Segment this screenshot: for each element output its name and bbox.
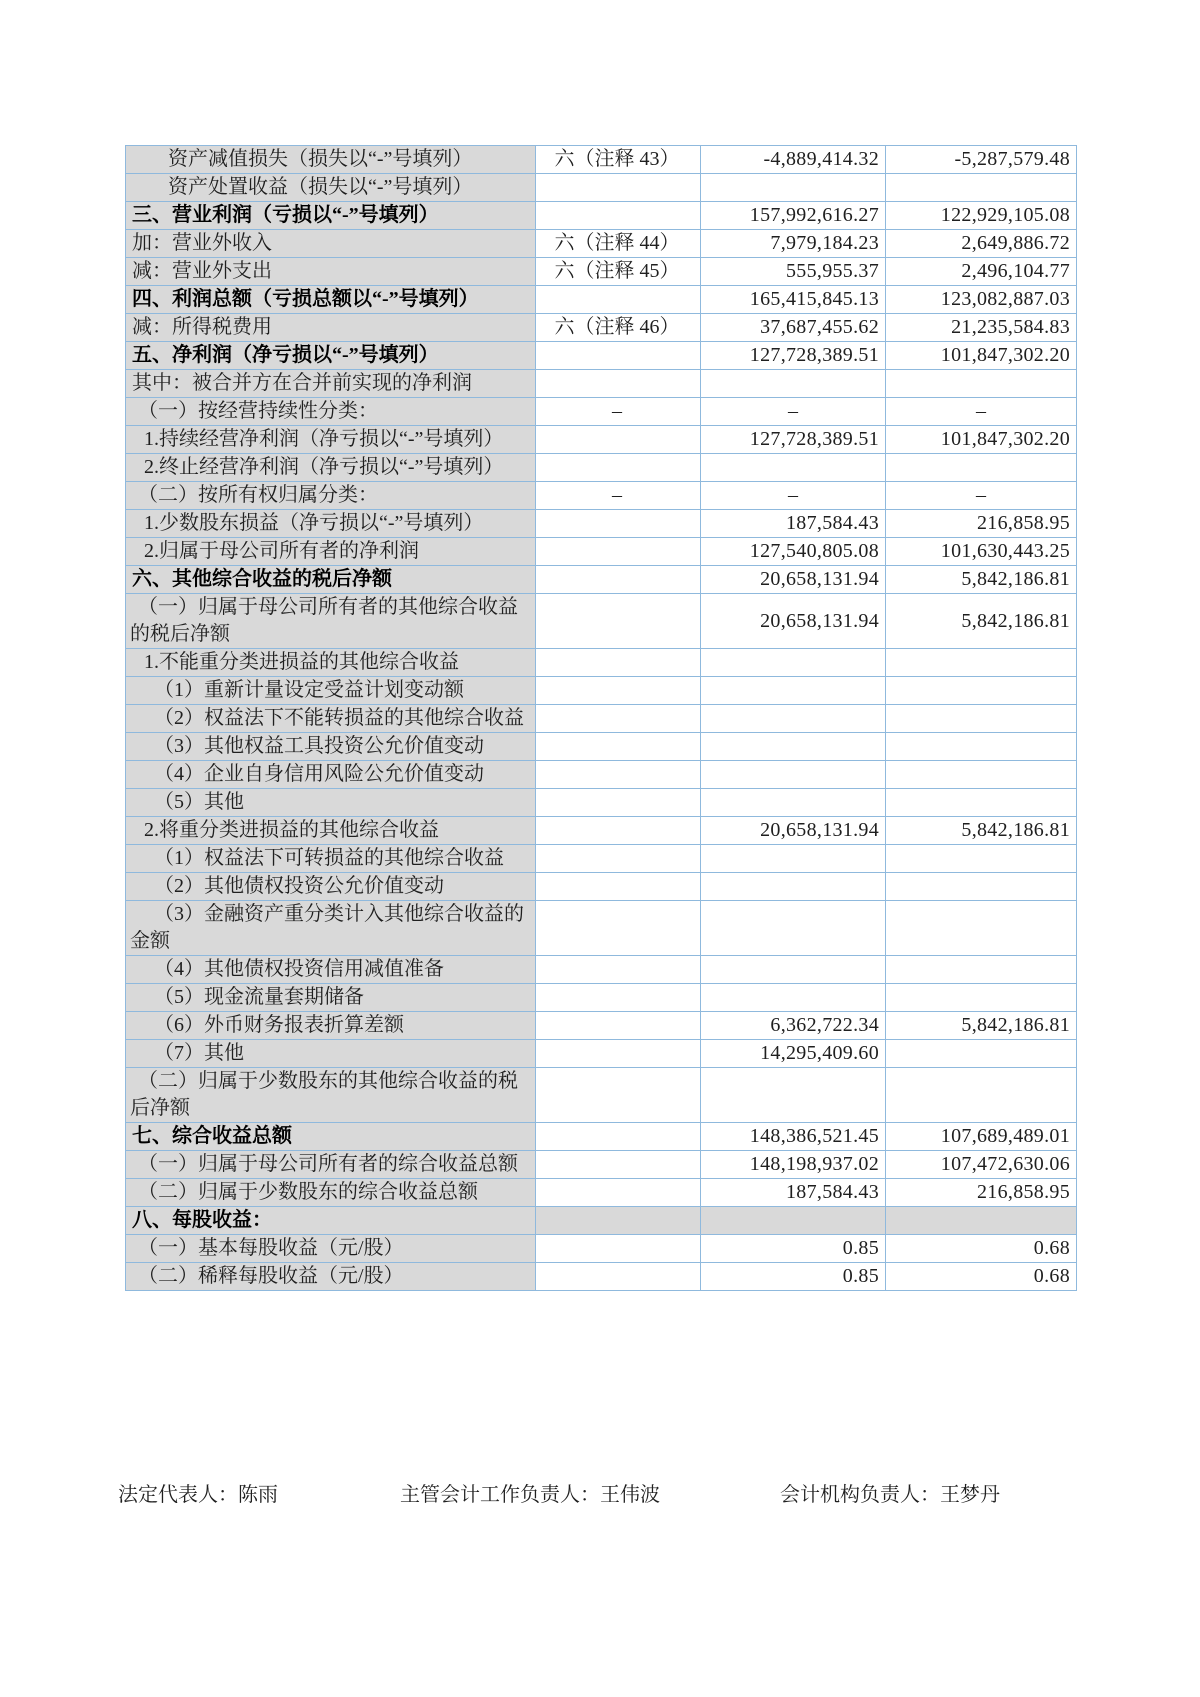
item-cell: 2.将重分类进损益的其他综合收益 (126, 817, 536, 845)
table-row (126, 398, 1077, 426)
item-cell: （一）基本每股收益（元/股） (126, 1235, 536, 1263)
accounting-department-head (780, 1478, 1000, 1507)
table-row (126, 482, 1077, 510)
item-cell: （4）企业自身信用风险公允价值变动 (126, 761, 536, 789)
prior-period-cell: -5,287,579.48 (886, 146, 1077, 174)
prior-period-cell: 101,847,302.20 (886, 342, 1077, 370)
current-period-cell (701, 901, 886, 956)
table-row (126, 649, 1077, 677)
current-period-cell: 127,728,389.51 (701, 342, 886, 370)
prior-period-cell: 107,472,630.06 (886, 1151, 1077, 1179)
note-cell (536, 1012, 701, 1040)
legal-representative (118, 1478, 278, 1507)
note-cell: 六（注释 44） (536, 230, 701, 258)
note-cell (536, 1068, 701, 1123)
note-cell (536, 705, 701, 733)
current-period-cell (701, 789, 886, 817)
note-cell (536, 370, 701, 398)
note-cell: 六（注释 43） (536, 146, 701, 174)
current-period-cell: 0.85 (701, 1235, 886, 1263)
current-period-cell (701, 956, 886, 984)
current-period-cell (701, 984, 886, 1012)
prior-period-cell: 101,630,443.25 (886, 538, 1077, 566)
current-period-cell: 7,979,184.23 (701, 230, 886, 258)
table-row (126, 454, 1077, 482)
current-period-cell: – (701, 482, 886, 510)
chief-accounting-officer-label: 主管会计工作负责人： (400, 1484, 600, 1506)
item-cell: 1.少数股东损益（净亏损以“-”号填列） (126, 510, 536, 538)
chief-accounting-officer (400, 1478, 660, 1507)
current-period-cell: 555,955.37 (701, 258, 886, 286)
table-row (126, 1151, 1077, 1179)
note-cell (536, 649, 701, 677)
note-cell (536, 984, 701, 1012)
legal-representative-name: 陈雨 (238, 1484, 278, 1506)
table-row (126, 761, 1077, 789)
table-row (126, 1012, 1077, 1040)
prior-period-cell (886, 873, 1077, 901)
current-period-cell: 127,728,389.51 (701, 426, 886, 454)
table-row (126, 873, 1077, 901)
prior-period-cell (886, 1040, 1077, 1068)
prior-period-cell (886, 454, 1077, 482)
item-cell: 六、其他综合收益的税后净额 (126, 566, 536, 594)
table-row (126, 677, 1077, 705)
item-cell: （5）其他 (126, 789, 536, 817)
table-row (126, 594, 1077, 649)
current-period-cell (701, 370, 886, 398)
current-period-cell (701, 761, 886, 789)
current-period-cell (701, 1207, 886, 1235)
item-cell: （一）按经营持续性分类： (126, 398, 536, 426)
item-cell: （4）其他债权投资信用减值准备 (126, 956, 536, 984)
item-cell: 七、综合收益总额 (126, 1123, 536, 1151)
prior-period-cell (886, 901, 1077, 956)
table-row (126, 1179, 1077, 1207)
item-cell: 三、营业利润（亏损以“-”号填列） (126, 202, 536, 230)
table-row (126, 230, 1077, 258)
prior-period-cell: 0.68 (886, 1263, 1077, 1291)
current-period-cell: 14,295,409.60 (701, 1040, 886, 1068)
note-cell (536, 1179, 701, 1207)
item-cell: （1）重新计量设定受益计划变动额 (126, 677, 536, 705)
table-row (126, 314, 1077, 342)
prior-period-cell (886, 677, 1077, 705)
accounting-department-head-name: 王梦丹 (940, 1484, 1000, 1506)
table-row (126, 705, 1077, 733)
prior-period-cell (886, 733, 1077, 761)
item-cell: 2.终止经营净利润（净亏损以“-”号填列） (126, 454, 536, 482)
prior-period-cell: 101,847,302.20 (886, 426, 1077, 454)
note-cell (536, 566, 701, 594)
table-row (126, 174, 1077, 202)
table-row (126, 510, 1077, 538)
prior-period-cell (886, 1068, 1077, 1123)
note-cell (536, 174, 701, 202)
table-row (126, 342, 1077, 370)
prior-period-cell: 5,842,186.81 (886, 566, 1077, 594)
note-cell (536, 538, 701, 566)
item-cell: 资产处置收益（损失以“-”号填列） (126, 174, 536, 202)
item-cell: （2）其他债权投资公允价值变动 (126, 873, 536, 901)
table-row (126, 789, 1077, 817)
note-cell: – (536, 398, 701, 426)
current-period-cell: 6,362,722.34 (701, 1012, 886, 1040)
accounting-department-head-label: 会计机构负责人： (780, 1484, 940, 1506)
table-row (126, 286, 1077, 314)
item-cell: 资产减值损失（损失以“-”号填列） (126, 146, 536, 174)
table-row (126, 901, 1077, 956)
current-period-cell (701, 705, 886, 733)
prior-period-cell (886, 370, 1077, 398)
item-cell: 五、净利润（净亏损以“-”号填列） (126, 342, 536, 370)
item-cell: （二）按所有权归属分类： (126, 482, 536, 510)
note-cell (536, 956, 701, 984)
current-period-cell: 187,584.43 (701, 510, 886, 538)
prior-period-cell (886, 1207, 1077, 1235)
table-row (126, 1068, 1077, 1123)
prior-period-cell (886, 984, 1077, 1012)
prior-period-cell: 216,858.95 (886, 1179, 1077, 1207)
note-cell (536, 761, 701, 789)
note-cell: 六（注释 45） (536, 258, 701, 286)
note-cell (536, 202, 701, 230)
note-cell (536, 1263, 701, 1291)
item-cell: （7）其他 (126, 1040, 536, 1068)
table-row (126, 370, 1077, 398)
note-cell (536, 1207, 701, 1235)
note-cell (536, 789, 701, 817)
item-cell: （二）稀释每股收益（元/股） (126, 1263, 536, 1291)
item-cell: （二）归属于少数股东的综合收益总额 (126, 1179, 536, 1207)
item-cell: 1.不能重分类进损益的其他综合收益 (126, 649, 536, 677)
note-cell (536, 510, 701, 538)
item-cell: （一）归属于母公司所有者的综合收益总额 (126, 1151, 536, 1179)
item-cell: 其中：被合并方在合并前实现的净利润 (126, 370, 536, 398)
current-period-cell: 148,386,521.45 (701, 1123, 886, 1151)
table-row (126, 1040, 1077, 1068)
item-cell: （一）归属于母公司所有者的其他综合收益的税后净额 (126, 594, 536, 649)
prior-period-cell: 5,842,186.81 (886, 594, 1077, 649)
legal-representative-label: 法定代表人： (118, 1484, 238, 1506)
prior-period-cell (886, 845, 1077, 873)
table-row (126, 566, 1077, 594)
prior-period-cell: 0.68 (886, 1235, 1077, 1263)
table-row (126, 202, 1077, 230)
current-period-cell: 20,658,131.94 (701, 566, 886, 594)
current-period-cell (701, 677, 886, 705)
prior-period-cell: 2,649,886.72 (886, 230, 1077, 258)
item-cell: （3）其他权益工具投资公允价值变动 (126, 733, 536, 761)
prior-period-cell (886, 956, 1077, 984)
table-row (126, 956, 1077, 984)
current-period-cell: 37,687,455.62 (701, 314, 886, 342)
current-period-cell (701, 873, 886, 901)
table-row (126, 146, 1077, 174)
signature-footer (118, 1478, 1088, 1508)
note-cell (536, 733, 701, 761)
note-cell (536, 1040, 701, 1068)
note-cell (536, 454, 701, 482)
prior-period-cell (886, 649, 1077, 677)
current-period-cell (701, 174, 886, 202)
item-cell: （3）金融资产重分类计入其他综合收益的金额 (126, 901, 536, 956)
prior-period-cell (886, 174, 1077, 202)
note-cell: 六（注释 46） (536, 314, 701, 342)
note-cell (536, 901, 701, 956)
current-period-cell: – (701, 398, 886, 426)
prior-period-cell: 107,689,489.01 (886, 1123, 1077, 1151)
prior-period-cell (886, 789, 1077, 817)
table-row (126, 426, 1077, 454)
table-row (126, 817, 1077, 845)
income-statement-table (125, 145, 1077, 1291)
current-period-cell: 127,540,805.08 (701, 538, 886, 566)
note-cell (536, 286, 701, 314)
item-cell: 四、利润总额（亏损总额以“-”号填列） (126, 286, 536, 314)
table-row (126, 1235, 1077, 1263)
income-statement-table-body (126, 146, 1077, 1291)
note-cell (536, 1235, 701, 1263)
table-row (126, 1123, 1077, 1151)
item-cell: 1.持续经营净利润（净亏损以“-”号填列） (126, 426, 536, 454)
current-period-cell (701, 649, 886, 677)
prior-period-cell: 21,235,584.83 (886, 314, 1077, 342)
prior-period-cell (886, 761, 1077, 789)
note-cell (536, 677, 701, 705)
table-row (126, 984, 1077, 1012)
prior-period-cell: 5,842,186.81 (886, 1012, 1077, 1040)
current-period-cell: -4,889,414.32 (701, 146, 886, 174)
item-cell: 加：营业外收入 (126, 230, 536, 258)
prior-period-cell: 216,858.95 (886, 510, 1077, 538)
prior-period-cell: – (886, 482, 1077, 510)
current-period-cell: 148,198,937.02 (701, 1151, 886, 1179)
prior-period-cell: 123,082,887.03 (886, 286, 1077, 314)
note-cell (536, 873, 701, 901)
current-period-cell: 20,658,131.94 (701, 817, 886, 845)
note-cell (536, 426, 701, 454)
item-cell: 2.归属于母公司所有者的净利润 (126, 538, 536, 566)
prior-period-cell: 122,929,105.08 (886, 202, 1077, 230)
item-cell: （1）权益法下可转损益的其他综合收益 (126, 845, 536, 873)
note-cell (536, 342, 701, 370)
prior-period-cell: – (886, 398, 1077, 426)
prior-period-cell (886, 705, 1077, 733)
note-cell: – (536, 482, 701, 510)
item-cell: （二）归属于少数股东的其他综合收益的税后净额 (126, 1068, 536, 1123)
note-cell (536, 845, 701, 873)
current-period-cell (701, 1068, 886, 1123)
table-row (126, 258, 1077, 286)
note-cell (536, 1151, 701, 1179)
item-cell: （6）外币财务报表折算差额 (126, 1012, 536, 1040)
note-cell (536, 817, 701, 845)
item-cell: 八、每股收益： (126, 1207, 536, 1235)
current-period-cell: 187,584.43 (701, 1179, 886, 1207)
table-row (126, 1263, 1077, 1291)
note-cell (536, 1123, 701, 1151)
item-cell: 减：营业外支出 (126, 258, 536, 286)
item-cell: （5）现金流量套期储备 (126, 984, 536, 1012)
table-row (126, 1207, 1077, 1235)
chief-accounting-officer-name: 王伟波 (600, 1484, 660, 1506)
table-row (126, 845, 1077, 873)
item-cell: 减：所得税费用 (126, 314, 536, 342)
current-period-cell: 157,992,616.27 (701, 202, 886, 230)
table-row (126, 538, 1077, 566)
current-period-cell (701, 454, 886, 482)
table-row (126, 733, 1077, 761)
prior-period-cell: 5,842,186.81 (886, 817, 1077, 845)
current-period-cell (701, 733, 886, 761)
prior-period-cell: 2,496,104.77 (886, 258, 1077, 286)
item-cell: （2）权益法下不能转损益的其他综合收益 (126, 705, 536, 733)
current-period-cell (701, 845, 886, 873)
note-cell (536, 594, 701, 649)
current-period-cell: 20,658,131.94 (701, 594, 886, 649)
current-period-cell: 165,415,845.13 (701, 286, 886, 314)
current-period-cell: 0.85 (701, 1263, 886, 1291)
